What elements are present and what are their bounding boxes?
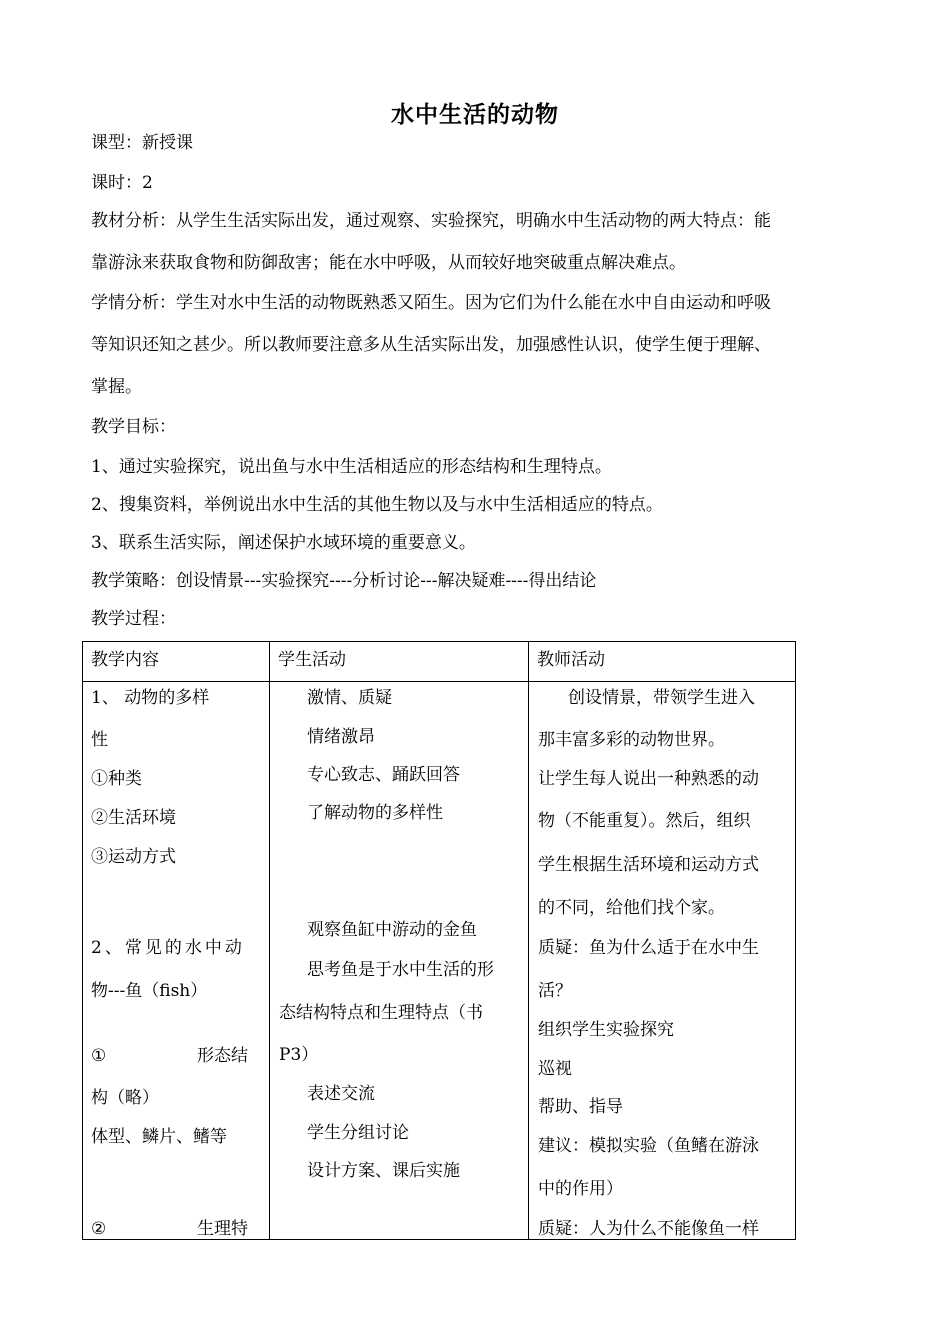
process-heading: 教学过程：: [91, 609, 176, 629]
student-analysis-line-3: 掌握。: [91, 377, 142, 397]
table-row: [83, 682, 796, 1240]
student-line: 专心致志、踊跃回答: [307, 765, 460, 785]
content-line: 性: [91, 730, 108, 750]
teacher-line: 物（不能重复）。然后，组织: [538, 811, 751, 831]
student-line: 了解动物的多样性: [307, 803, 443, 823]
content-line: 2、常见的水中动: [91, 938, 245, 958]
goal-3: 3、联系生活实际，阐述保护水域环境的重要意义。: [91, 533, 476, 553]
content-line: ②: [91, 1219, 107, 1239]
student-analysis-line-1: 学情分析：学生对水中生活的动物既熟悉又陌生。因为它们为什么能在水中自由运动和呼吸: [91, 293, 771, 313]
teacher-line: 活？: [538, 981, 572, 1001]
content-line: 1、 动物的多样: [91, 688, 210, 708]
table-header-row: [83, 642, 796, 682]
teacher-line: 质疑：人为什么不能像鱼一样: [538, 1219, 759, 1239]
teacher-line: 质疑：鱼为什么适于在水中生: [538, 938, 759, 958]
student-analysis-line-2: 等知识还知之甚少。所以教师要注意多从生活实际出发，加强感性认识，使学生便于理解、: [91, 335, 771, 355]
teacher-line: 组织学生实验探究: [538, 1020, 674, 1040]
student-line: 态结构特点和生理特点（书: [279, 1003, 483, 1023]
teacher-line: 让学生每人说出一种熟悉的动: [538, 769, 759, 789]
header-teacher: 教师活动: [537, 650, 605, 670]
class-hours: 课时：2: [91, 173, 153, 193]
teaching-strategy: 教学策略：创设情景---实验探究----分析讨论---解决疑难----得出结论: [91, 571, 597, 591]
teacher-line: 那丰富多彩的动物世界。: [538, 730, 725, 750]
goal-2: 2、搜集资料，举例说出水中生活的其他生物以及与水中生活相适应的特点。: [91, 495, 663, 515]
student-line: 设计方案、课后实施: [307, 1161, 460, 1181]
student-line: 表述交流: [307, 1084, 375, 1104]
teacher-line: 建议：模拟实验（鱼鳍在游泳: [538, 1136, 759, 1156]
student-line: 观察鱼缸中游动的金鱼: [307, 920, 477, 940]
material-analysis-line-1: 教材分析：从学生生活实际出发，通过观察、实验探究，明确水中生活动物的两大特点：能: [91, 211, 771, 231]
student-cell: [270, 682, 529, 1240]
lesson-table: [82, 641, 796, 1240]
header-cell: [529, 642, 796, 682]
content-line: ③运动方式: [91, 847, 176, 867]
goals-heading: 教学目标：: [91, 417, 176, 437]
content-line: ①种类: [91, 769, 142, 789]
content-line: ②生活环境: [91, 808, 176, 828]
teacher-line: 学生根据生活环境和运动方式: [538, 855, 759, 875]
teacher-line: 巡视: [538, 1059, 572, 1079]
teacher-line: 中的作用）: [538, 1179, 623, 1199]
content-line: 物---鱼（fish）: [91, 981, 208, 1001]
content-line: 构（略）: [91, 1088, 159, 1108]
content-cell: [83, 682, 270, 1240]
header-cell: [270, 642, 529, 682]
student-line: 思考鱼是于水中生活的形: [307, 960, 494, 980]
course-type: 课型：新授课: [91, 133, 193, 153]
header-student: 学生活动: [278, 650, 346, 670]
content-line: 体型、鳞片、鳍等: [91, 1127, 227, 1147]
content-line: ①: [91, 1046, 107, 1066]
student-line: 情绪激昂: [307, 727, 375, 747]
student-line: P3）: [279, 1045, 319, 1065]
material-analysis-line-2: 靠游泳来获取食物和防御敌害；能在水中呼吸，从而较好地突破重点解决难点。: [91, 253, 686, 273]
student-line: 学生分组讨论: [307, 1123, 409, 1143]
teacher-cell: [529, 682, 796, 1240]
header-cell: [83, 642, 270, 682]
student-line: 激情、质疑: [307, 688, 392, 708]
teacher-line: 帮助、指导: [538, 1097, 623, 1117]
goal-1: 1、通过实验探究，说出鱼与水中生活相适应的形态结构和生理特点。: [91, 457, 612, 477]
teacher-line: 的不同，给他们找个家。: [538, 898, 725, 918]
teacher-line: 创设情景，带领学生进入: [568, 688, 755, 708]
header-content: 教学内容: [91, 650, 159, 670]
document-title: 水中生活的动物: [391, 102, 559, 128]
content-line: 生理特: [197, 1219, 248, 1239]
content-line: 形态结: [197, 1046, 248, 1066]
